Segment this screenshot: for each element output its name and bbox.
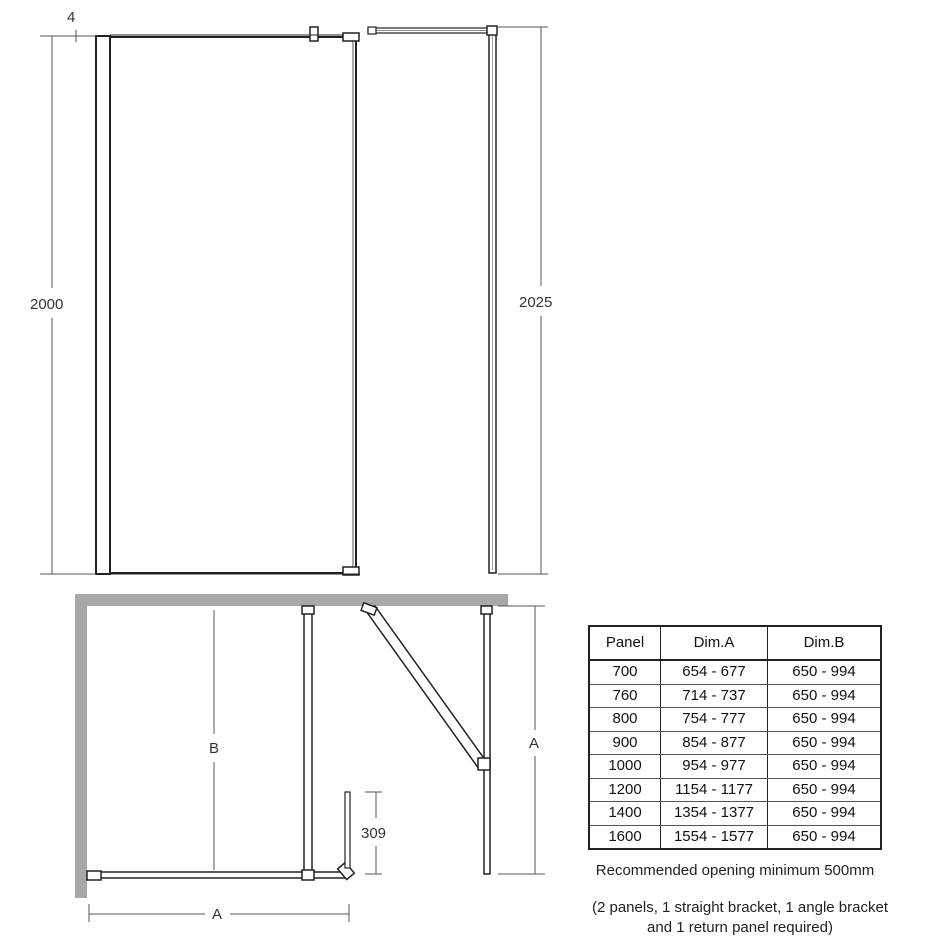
cell-panel: 1400 <box>589 802 661 826</box>
front-panel-wall-clamp <box>87 871 101 880</box>
kit-note <box>560 898 920 938</box>
header-dim-a: Dim.A <box>661 626 768 660</box>
cell-panel: 800 <box>589 708 661 732</box>
dim-a-side: A <box>529 735 540 752</box>
return-panel <box>484 608 490 874</box>
table-row <box>589 660 881 684</box>
kit-note-line-1: (2 panels, 1 straight bracket, 1 angle bracket <box>591 899 888 916</box>
cell-panel: 700 <box>589 660 661 684</box>
dim-overall-height: 2025 <box>519 294 553 311</box>
dim-glass-offset: 4 <box>67 9 76 26</box>
dim-a-bottom: A <box>212 906 223 923</box>
return-panel-wall-clamp <box>481 606 492 614</box>
side-elevation <box>368 26 497 573</box>
header-panel: Panel <box>589 626 661 660</box>
cell-dim-b: 650 - 994 <box>768 755 882 779</box>
dim-panel-height: 2000 <box>30 296 64 313</box>
cell-dim-a: 1354 - 1377 <box>661 802 768 826</box>
top-clamp <box>343 33 359 41</box>
straight-bracket-wall-mount <box>302 606 314 614</box>
side-top-connector <box>487 26 497 35</box>
side-bar-end-cap <box>368 27 376 34</box>
left-wall <box>75 594 87 898</box>
glass-panel <box>110 37 356 573</box>
cell-panel: 760 <box>589 684 661 708</box>
straight-bracket <box>304 610 312 872</box>
cell-panel: 900 <box>589 731 661 755</box>
cell-dim-a: 714 - 737 <box>661 684 768 708</box>
table-row <box>589 755 881 779</box>
front-elevation <box>96 27 360 575</box>
cell-dim-a: 754 - 777 <box>661 708 768 732</box>
cell-panel: 1000 <box>589 755 661 779</box>
cell-panel: 1200 <box>589 778 661 802</box>
cell-dim-a: 1154 - 1177 <box>661 778 768 802</box>
angle-bracket-clamp <box>478 758 490 770</box>
cell-dim-b: 650 - 994 <box>768 684 882 708</box>
table-row <box>589 825 881 849</box>
table-row <box>589 708 881 732</box>
dimension-table <box>588 625 882 850</box>
cell-dim-b: 650 - 994 <box>768 660 882 684</box>
plan-walls <box>75 594 508 898</box>
cell-dim-b: 650 - 994 <box>768 708 882 732</box>
cell-dim-a: 954 - 977 <box>661 755 768 779</box>
cell-dim-b: 650 - 994 <box>768 825 882 849</box>
cell-dim-a: 1554 - 1577 <box>661 825 768 849</box>
angle-bracket <box>366 606 488 769</box>
cell-dim-b: 650 - 994 <box>768 802 882 826</box>
cell-dim-a: 854 - 877 <box>661 731 768 755</box>
cell-panel: 1600 <box>589 825 661 849</box>
top-bracket <box>310 27 318 41</box>
dim-return: 309 <box>361 825 387 842</box>
header-dim-b: Dim.B <box>768 626 882 660</box>
cell-dim-b: 650 - 994 <box>768 731 882 755</box>
table-row <box>589 684 881 708</box>
table-row <box>589 731 881 755</box>
back-wall <box>75 594 508 606</box>
wall-profile <box>96 36 110 574</box>
table-header-row <box>589 626 881 660</box>
cell-dim-a: 654 - 677 <box>661 660 768 684</box>
straight-bracket-clamp <box>302 870 314 880</box>
kit-note-line-2: and 1 return panel required) <box>647 919 833 936</box>
cell-dim-b: 650 - 994 <box>768 778 882 802</box>
table-row <box>589 778 881 802</box>
opening-note: Recommended opening minimum 500mm <box>595 862 875 879</box>
plan-glass <box>87 603 492 880</box>
dim-b: B <box>209 740 220 757</box>
table-row <box>589 802 881 826</box>
